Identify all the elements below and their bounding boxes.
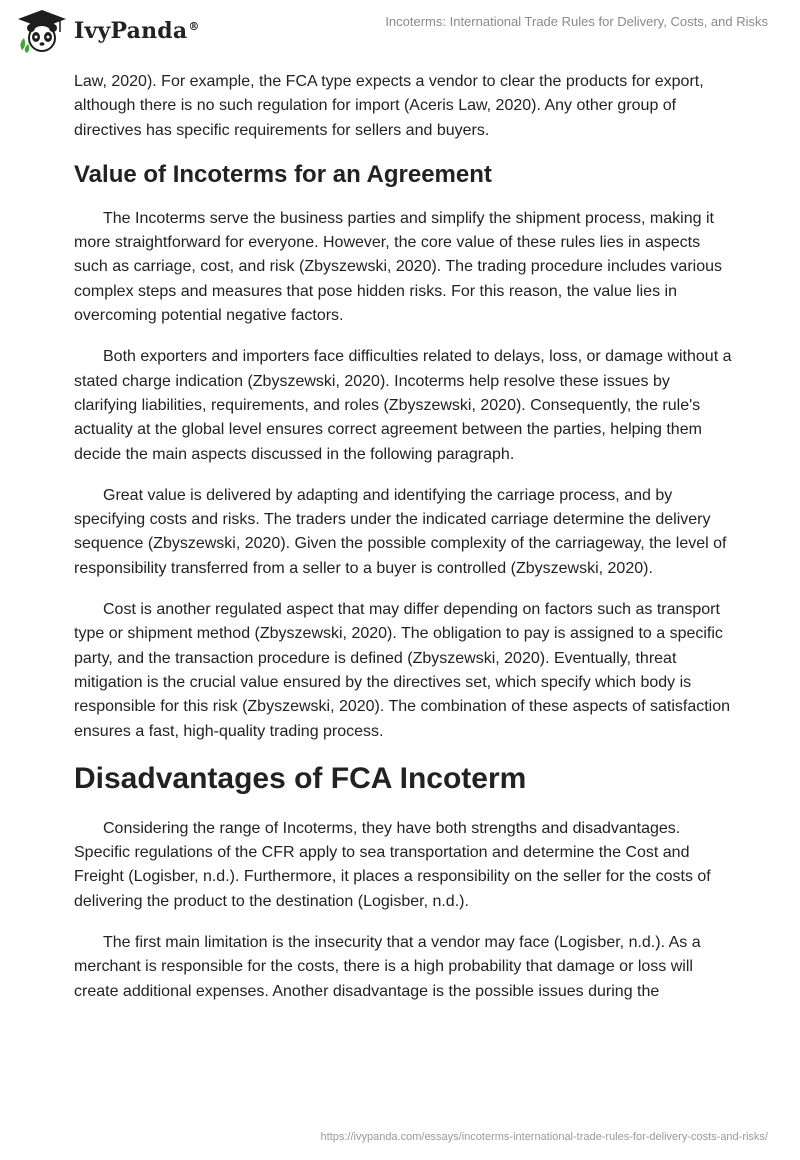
ivypanda-logo[interactable] <box>16 8 200 54</box>
paragraph: Both exporters and importers face difficulties related to delays, loss, or damage without a stated charge indication (Zbyszewski, 2020). Incoterms help resolve these issues by clarifying liabilities, requirements, and roles (Zbyszewski, 2020). Consequently, the rule's actuality at the global level ensures correct agreement between the parties, helping them decide the main aspects discussed in the following paragraph. <box>74 348 732 463</box>
source-url[interactable]: https://ivypanda.com/essays/incoterms-international-trade-rules-for-delivery-costs-and-risks/ <box>320 1131 768 1143</box>
paragraph: Considering the range of Incoterms, they have both strengths and disadvantages. Specific regulations of the CFR apply to sea transportation and determine the Cost and Freight (Logisber, n.d.). Furthermore, it places a responsibility on the seller for the costs of delivering the product to the destination (Logisber, n.d.). <box>74 819 711 910</box>
brand-name: IvyPanda® <box>74 18 200 44</box>
section-heading-value: Value of Incoterms for an Agreement <box>74 160 492 188</box>
intro-paragraph: Law, 2020). For example, the FCA type expects a vendor to clear the products for export, although there is no such regulation for import (Aceris Law, 2020). Any other group of directives has specific requirements for sellers and buyers. <box>74 73 704 139</box>
paragraph: Cost is another regulated aspect that may differ depending on factors such as transport type or shipment method (Zbyszewski, 2020). The obligation to pay is assigned to a specific party, and the transaction procedure is defined (Zbyszewski, 2020). Eventually, threat mitigation is the crucial value ensured by the directives set, which specify which body is responsible for this risk (Zbyszewski, 2020). The combination of these aspects of satisfaction ensures a fast, high-quality trading process. <box>74 601 731 740</box>
page-header <box>0 0 800 66</box>
section-heading-disadvantages: Disadvantages of FCA Incoterm <box>74 761 527 795</box>
paragraph: Great value is delivered by adapting and identifying the carriage process, and by specifying costs and risks. The traders under the indicated carriage determine the delivery sequence (Zbyszewski, 2020). Given the possible complexity of the carriageway, the level of responsibility transferred from a seller to a buyer is controlled (Zbyszewski, 2020). <box>74 486 727 577</box>
paragraph: The first main limitation is the insecurity that a vendor may face (Logisber, n.d.). As a merchant is responsible for the costs, there is a high probability that damage or loss will create additional expenses. Another disadvantage is the possible issues during the <box>74 934 701 1000</box>
panda-graduate-icon <box>16 8 68 54</box>
document-title: Incoterms: International Trade Rules for Delivery, Costs, and Risks <box>385 14 768 29</box>
paragraph: The Incoterms serve the business parties and simplify the shipment process, making it more straightforward for everyone. However, the core value of these rules lies in aspects such as carriage, cost, and risk (Zbyszewski, 2020). The trading procedure includes various complex steps and measures that pose hidden risks. For this reason, the value lies in overcoming potential negative factors. <box>74 209 723 325</box>
essay-content <box>74 70 734 1021</box>
